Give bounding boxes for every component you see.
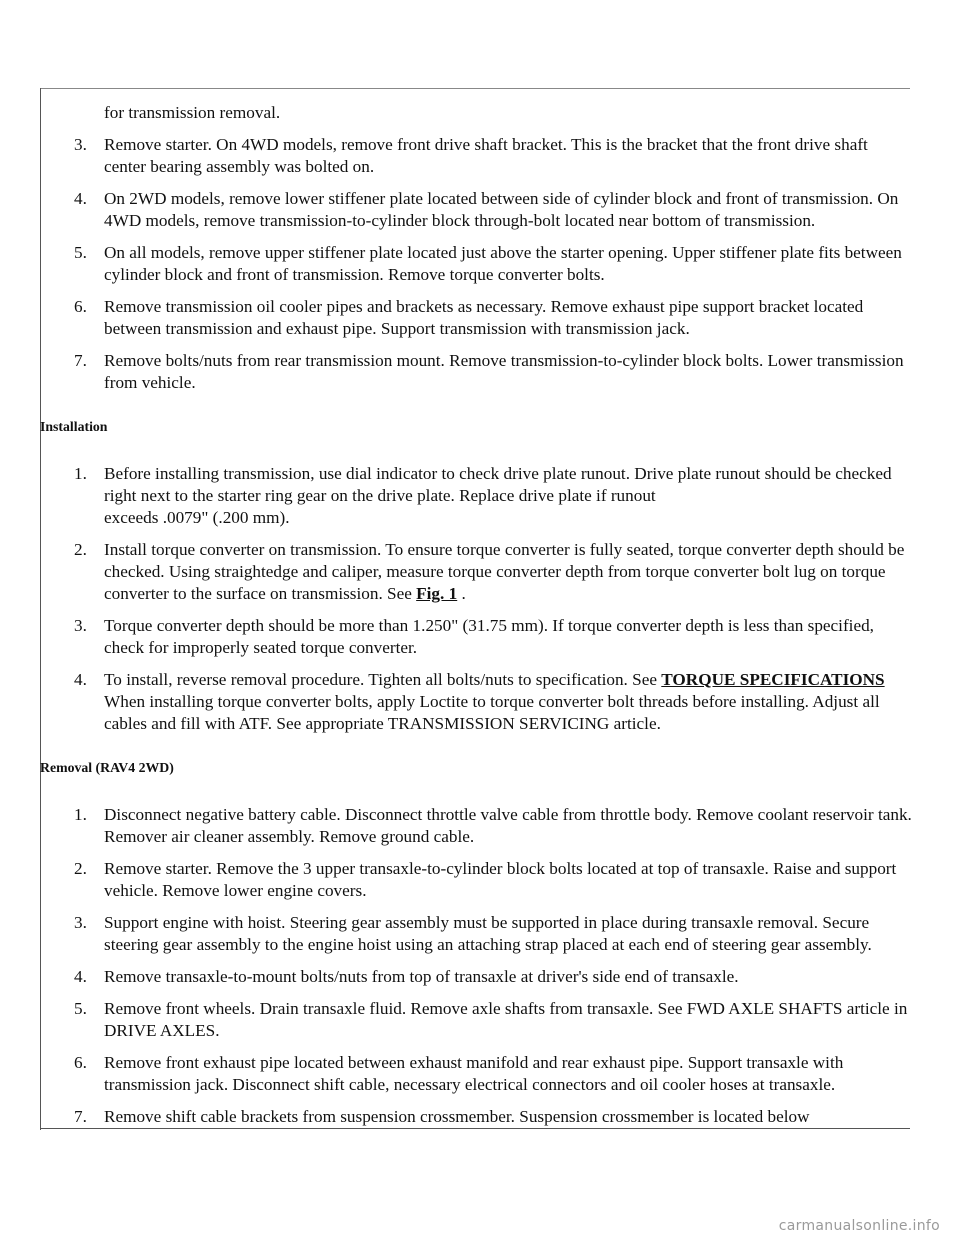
step-text: Remove transaxle-to-mount bolts/nuts from top of transaxle at driver's side end of transaxle.: [104, 967, 739, 986]
list-item: [62, 296, 912, 340]
list-item: [62, 134, 912, 178]
step-text: On all models, remove upper stiffener plate located just above the starter opening. Upper stiffener plate fits between cylinder block and front of transmission. Remove torque converter bolts.: [104, 243, 902, 284]
step-number: 2.: [74, 540, 87, 559]
list-item: [62, 242, 912, 286]
step-number: 6.: [74, 297, 87, 316]
step-number: 3.: [74, 913, 87, 932]
list-item: [62, 966, 912, 988]
step-text: exceeds .0079" (.200 mm).: [104, 508, 290, 527]
step-number: 4.: [74, 189, 87, 208]
removal-steps-list: [62, 134, 912, 394]
list-item: [62, 539, 912, 605]
step-number: 1.: [74, 805, 87, 824]
step-text: Remove front exhaust pipe located between exhaust manifold and rear exhaust pipe. Support transaxle with transmission jack. Disconnect shift cable, necessary electrical connectors and oil cooler hoses at transaxle.: [104, 1053, 844, 1094]
rav4-removal-heading: Removal (RAV4 2WD): [40, 760, 174, 775]
step-text: On 2WD models, remove lower stiffener plate located between side of cylinder block and front of transmission. On 4WD models, remove transmission-to-cylinder block through-bolt located near bottom of transmission.: [104, 189, 899, 230]
step-number: 4.: [74, 670, 87, 689]
step-text: Support engine with hoist. Steering gear assembly must be supported in place during transaxle removal. Secure steering gear assembly to the engine hoist using an attaching strap placed at each end of steering gear assembly.: [104, 913, 872, 954]
step-number: 4.: [74, 967, 87, 986]
step-number: 7.: [74, 1107, 87, 1126]
list-item: [62, 615, 912, 659]
step-text: Before installing transmission, use dial indicator to check drive plate runout. Drive plate runout should be checked right next to the starter ring gear on the drive plate. Replace drive plate if runout: [104, 464, 892, 505]
list-item: [62, 1052, 912, 1096]
list-item: [62, 912, 912, 956]
step-text: Remove shift cable brackets from suspension crossmember. Suspension crossmember is located below: [104, 1107, 810, 1126]
intro-continuation: for transmission removal.: [104, 103, 281, 122]
fig-1-link[interactable]: Fig. 1: [416, 584, 458, 603]
step-number: 5.: [74, 243, 87, 262]
step-text: Remove starter. Remove the 3 upper transaxle-to-cylinder block bolts located at top of transaxle. Raise and support vehicle. Remove lower engine covers.: [104, 859, 897, 900]
watermark: carmanualsonline.info: [778, 1218, 940, 1234]
step-number: 5.: [74, 999, 87, 1018]
step-number: 1.: [74, 464, 87, 483]
step-text: Remove front wheels. Drain transaxle fluid. Remove axle shafts from transaxle. See FWD AXLE SHAFTS article in DRIVE AXLES.: [104, 999, 908, 1040]
list-item: [62, 998, 912, 1042]
list-item: [62, 463, 912, 529]
step-text: Remove starter. On 4WD models, remove front drive shaft bracket. This is the bracket that the front drive shaft center bearing assembly was bolted on.: [104, 135, 868, 176]
list-item: [62, 1106, 912, 1128]
step-number: 3.: [74, 135, 87, 154]
left-margin-rule: [40, 88, 41, 1130]
step-text: Remove transmission oil cooler pipes and brackets as necessary. Remove exhaust pipe support bracket located between transmission and exhaust pipe. Support transmission with transmission jack.: [104, 297, 864, 338]
step-number: 2.: [74, 859, 87, 878]
list-item: [62, 350, 912, 394]
step-number: 6.: [74, 1053, 87, 1072]
list-item: [62, 804, 912, 848]
page-content: [40, 102, 912, 1138]
step-text: Torque converter depth should be more than 1.250" (31.75 mm). If torque converter depth is less than specified, check for improperly seated torque converter.: [104, 616, 874, 657]
step-text: To install, reverse removal procedure. Tighten all bolts/nuts to specification. See: [104, 670, 662, 689]
step-number: 3.: [74, 616, 87, 635]
installation-steps-list: [62, 463, 912, 735]
step-text: Disconnect negative battery cable. Disconnect throttle valve cable from throttle body. Remove coolant reservoir tank. Remover air cleaner assembly. Remove ground cable.: [104, 805, 912, 846]
step-text: When installing torque converter bolts, apply Loctite to torque converter bolt threads before installing. Adjust all cables and fill with ATF. See appropriate TRANSMISSION SERVICING article.: [104, 692, 880, 733]
rav4-steps-list: [62, 804, 912, 1128]
step-number: 7.: [74, 351, 87, 370]
step-text: .: [457, 584, 466, 603]
list-item: [62, 669, 912, 735]
top-rule: [40, 88, 910, 89]
torque-specifications-link[interactable]: TORQUE SPECIFICATIONS: [661, 670, 885, 689]
list-item: [62, 188, 912, 232]
step-text: Install torque converter on transmission. To ensure torque converter is fully seated, torque converter depth should be checked. Using straightedge and caliper, measure torque converter depth from torque converter bolt lug on torque converter to the surface on transmission. See: [104, 540, 905, 603]
installation-heading: Installation: [40, 419, 108, 434]
list-item: [62, 858, 912, 902]
step-text: Remove bolts/nuts from rear transmission mount. Remove transmission-to-cylinder block bolts. Lower transmission from vehicle.: [104, 351, 904, 392]
